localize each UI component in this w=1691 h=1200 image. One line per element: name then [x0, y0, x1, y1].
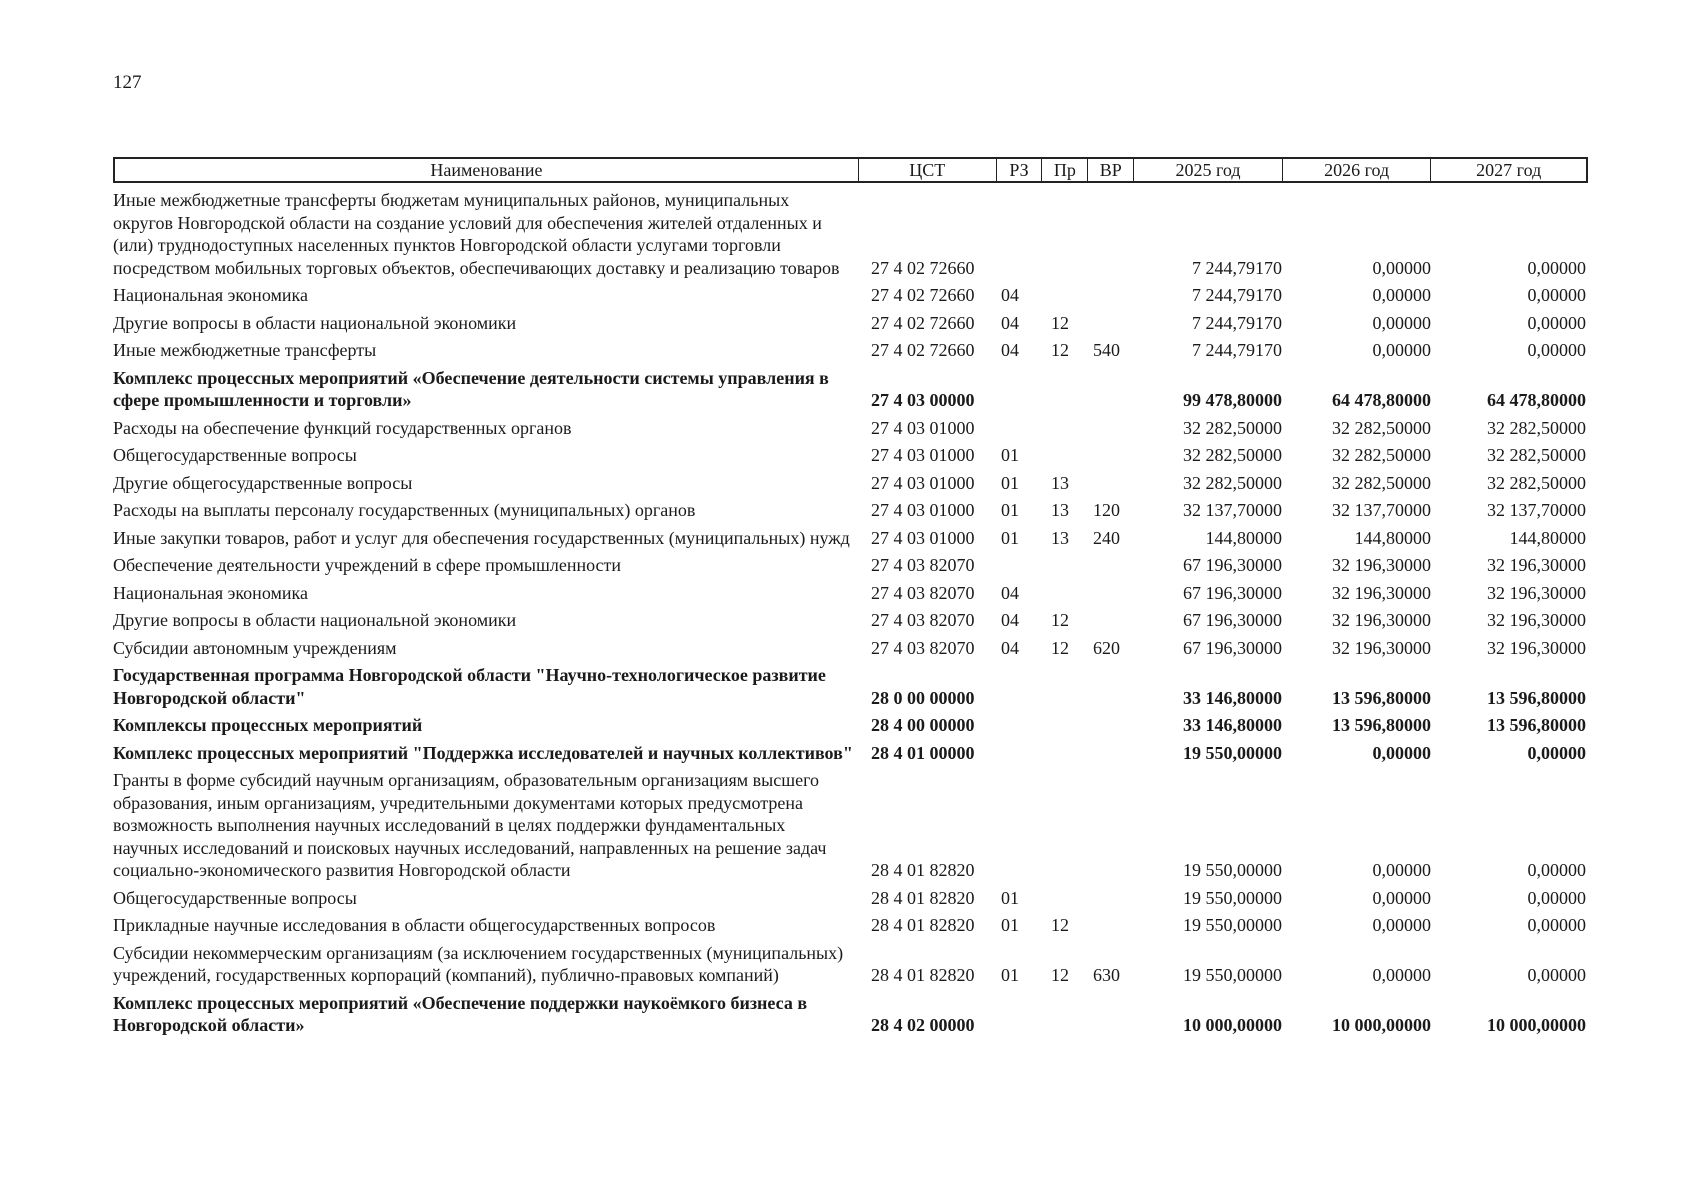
- row-name: Комплексы процессных мероприятий: [113, 715, 423, 735]
- row-2026: 0,00000: [1372, 340, 1431, 360]
- row-name: Иные межбюджетные трансферты бюджетам муниципальных районов, муниципальных округов Новгородской области на создание условий для обеспечения жителей отдаленных и (или) труднодоступных населенных пунктов Новгородской области услугами торговли посредством мобильных торговых объектов, обеспечивающих доставку и реализацию товаров: [113, 190, 840, 278]
- row-rz: 04: [1001, 582, 1019, 603]
- row-2026: 0,00000: [1372, 915, 1431, 935]
- row-name: Комплекс процессных мероприятий «Обеспечение деятельности системы управления в сфере промышленности и торговли»: [113, 367, 829, 410]
- row-rz: 04: [1001, 340, 1019, 360]
- row-rz: 01: [1001, 527, 1019, 548]
- row-cst: 27 4 03 82070: [871, 582, 975, 603]
- row-2027: 0,00000: [1527, 915, 1586, 935]
- row-2027: 13 596,80000: [1487, 687, 1586, 708]
- row-rz: 01: [1001, 887, 1019, 908]
- row-2027: 32 282,50000: [1487, 472, 1586, 493]
- table-row: [113, 499, 1588, 522]
- row-2026: 0,00000: [1372, 887, 1431, 908]
- row-cst: 28 4 01 82820: [871, 915, 975, 935]
- table-row: [113, 444, 1588, 467]
- row-2027: 32 282,50000: [1487, 445, 1586, 465]
- row-2026: 13 596,80000: [1332, 715, 1431, 735]
- row-name: Иные межбюджетные трансферты: [113, 340, 377, 360]
- row-vr: 240: [1093, 527, 1120, 548]
- row-pr: 12: [1051, 312, 1069, 333]
- row-2025: 19 550,00000: [1183, 742, 1282, 763]
- row-2026: 32 282,50000: [1332, 445, 1431, 465]
- row-2027: 0,00000: [1527, 312, 1586, 333]
- row-rz: 01: [1001, 915, 1019, 935]
- table-row: [113, 769, 1588, 882]
- row-name: Комплекс процессных мероприятий «Обеспечение поддержки наукоёмкого бизнеса в Новгородской области»: [113, 992, 808, 1035]
- row-vr: 540: [1093, 340, 1120, 360]
- row-vr: 120: [1093, 500, 1120, 520]
- table-row: [113, 942, 1588, 987]
- header-name: Наименование: [115, 159, 859, 181]
- row-pr: 12: [1051, 637, 1069, 658]
- row-2026: 0,00000: [1372, 742, 1431, 763]
- row-name: Другие вопросы в области национальной экономики: [113, 610, 517, 630]
- table-row: [113, 742, 1588, 765]
- row-2027: 13 596,80000: [1487, 715, 1586, 735]
- row-2027: 0,00000: [1527, 860, 1586, 880]
- row-cst: 27 4 03 82070: [871, 637, 975, 658]
- row-cst: 27 4 03 01000: [871, 417, 975, 438]
- row-name: Национальная экономика: [113, 285, 308, 305]
- row-cst: 27 4 03 01000: [871, 472, 975, 493]
- row-2026: 32 196,30000: [1332, 582, 1431, 603]
- row-2025: 33 146,80000: [1183, 715, 1282, 735]
- row-cst: 27 4 02 72660: [871, 340, 975, 360]
- row-2025: 32 282,50000: [1183, 472, 1282, 493]
- row-2025: 7 244,79170: [1192, 340, 1282, 360]
- row-2025: 144,80000: [1205, 527, 1282, 548]
- row-2027: 0,00000: [1527, 965, 1586, 985]
- header-2027: 2027 год: [1476, 160, 1542, 180]
- row-2025: 32 282,50000: [1183, 417, 1282, 438]
- row-cst: 28 4 02 00000: [871, 1015, 975, 1035]
- table-row: [113, 284, 1588, 307]
- page-number: 127: [113, 72, 142, 93]
- row-2025: 19 550,00000: [1183, 887, 1282, 908]
- row-2026: 0,00000: [1372, 257, 1431, 278]
- row-rz: 01: [1001, 500, 1019, 520]
- row-name: Национальная экономика: [113, 582, 308, 603]
- row-2027: 0,00000: [1527, 742, 1586, 763]
- row-name: Обеспечение деятельности учреждений в сфере промышленности: [113, 555, 622, 575]
- row-2027: 0,00000: [1527, 285, 1586, 305]
- row-2026: 32 196,30000: [1332, 637, 1431, 658]
- row-2025: 67 196,30000: [1183, 637, 1282, 658]
- row-name: Другие вопросы в области национальной экономики: [113, 312, 517, 333]
- table-body: [113, 189, 1588, 1037]
- row-cst: 28 4 01 82820: [871, 860, 975, 880]
- row-name: Расходы на выплаты персоналу государственных (муниципальных) органов: [113, 500, 696, 520]
- row-2025: 32 282,50000: [1183, 445, 1282, 465]
- row-2025: 19 550,00000: [1183, 915, 1282, 935]
- row-2027: 32 137,70000: [1487, 500, 1586, 520]
- row-2026: 0,00000: [1372, 860, 1431, 880]
- row-pr: 12: [1051, 340, 1069, 360]
- row-rz: 04: [1001, 610, 1019, 630]
- row-name: Комплекс процессных мероприятий "Поддержка исследователей и научных коллективов": [113, 742, 853, 763]
- row-cst: 28 0 00 00000: [871, 687, 975, 708]
- row-name: Общегосударственные вопросы: [113, 445, 357, 465]
- row-rz: 04: [1001, 312, 1019, 333]
- table-row: [113, 609, 1588, 632]
- row-cst: 28 4 01 82820: [871, 965, 975, 985]
- header-vr: ВР: [1088, 159, 1134, 181]
- row-2027: 0,00000: [1527, 340, 1586, 360]
- row-2025: 67 196,30000: [1183, 610, 1282, 630]
- row-cst: 27 4 03 01000: [871, 527, 975, 548]
- row-2027: 10 000,00000: [1487, 1015, 1586, 1035]
- row-2026: 0,00000: [1372, 312, 1431, 333]
- row-cst: 27 4 02 72660: [871, 312, 975, 333]
- row-pr: 13: [1051, 472, 1069, 493]
- row-vr: 630: [1093, 965, 1120, 985]
- row-pr: 13: [1051, 500, 1069, 520]
- row-2025: 19 550,00000: [1183, 965, 1282, 985]
- row-cst: 28 4 01 00000: [871, 742, 975, 763]
- row-vr: 620: [1093, 637, 1120, 658]
- row-cst: 27 4 03 82070: [871, 555, 975, 575]
- table-row: [113, 664, 1588, 709]
- row-2025: 7 244,79170: [1192, 312, 1282, 333]
- row-cst: 28 4 01 82820: [871, 887, 975, 908]
- row-2026: 0,00000: [1372, 965, 1431, 985]
- row-2026: 10 000,00000: [1332, 1015, 1431, 1035]
- row-rz: 04: [1001, 637, 1019, 658]
- table-row: [113, 714, 1588, 737]
- row-pr: 12: [1051, 610, 1069, 630]
- row-2027: 144,80000: [1509, 527, 1586, 548]
- row-2027: 32 196,30000: [1487, 610, 1586, 630]
- row-cst: 28 4 00 00000: [871, 715, 975, 735]
- row-name: Другие общегосударственные вопросы: [113, 472, 413, 493]
- row-2025: 10 000,00000: [1183, 1015, 1282, 1035]
- row-2026: 32 196,30000: [1332, 610, 1431, 630]
- row-2027: 0,00000: [1527, 887, 1586, 908]
- row-2026: 64 478,80000: [1332, 390, 1431, 410]
- row-2025: 7 244,79170: [1192, 257, 1282, 278]
- row-2027: 32 282,50000: [1487, 417, 1586, 438]
- header-rz: РЗ: [997, 159, 1043, 181]
- table-row: [113, 527, 1588, 550]
- row-2026: 32 137,70000: [1332, 500, 1431, 520]
- table-row: [113, 992, 1588, 1037]
- row-2025: 99 478,80000: [1183, 390, 1282, 410]
- row-cst: 27 4 03 01000: [871, 500, 975, 520]
- row-2025: 32 137,70000: [1183, 500, 1282, 520]
- table-row: [113, 554, 1588, 577]
- row-2027: 64 478,80000: [1487, 390, 1586, 410]
- row-name: Субсидии некоммерческим организациям (за исключением государственных (муниципальных) учреждений, государственных корпораций (компаний), публично-правовых компаний): [113, 942, 844, 985]
- row-cst: 27 4 02 72660: [871, 257, 975, 278]
- row-2026: 32 282,50000: [1332, 417, 1431, 438]
- table-row: [113, 637, 1588, 660]
- table-row: [113, 417, 1588, 440]
- row-cst: 27 4 03 01000: [871, 445, 975, 465]
- row-rz: 01: [1001, 965, 1019, 985]
- row-name: Государственная программа Новгородской области "Научно-технологическое развитие Новгородской области": [113, 665, 826, 708]
- table-row: [113, 914, 1588, 937]
- row-2026: 13 596,80000: [1332, 687, 1431, 708]
- row-name: Гранты в форме субсидий научным организациям, образовательным организациям высшего образования, иным организациям, учредительными документами которых предусмотрена возможность выполнения научных исследований в целях поддержки фундаментальных научных исследований и поисковых научных исследований, направленных на решение задач социально-экономического развития Новгородской области: [113, 770, 827, 880]
- row-2025: 19 550,00000: [1183, 860, 1282, 880]
- row-2026: 0,00000: [1372, 285, 1431, 305]
- table-header: [113, 157, 1588, 183]
- row-cst: 27 4 03 82070: [871, 610, 975, 630]
- table-row: [113, 887, 1588, 910]
- header-2025: 2025 год: [1134, 159, 1283, 181]
- table-row: [113, 312, 1588, 335]
- header-cst: ЦСТ: [859, 159, 997, 181]
- table-row: [113, 339, 1588, 362]
- row-2027: 32 196,30000: [1487, 637, 1586, 658]
- row-2027: 32 196,30000: [1487, 555, 1586, 575]
- table-row: [113, 367, 1588, 412]
- row-pr: 13: [1051, 527, 1069, 548]
- row-rz: 01: [1001, 472, 1019, 493]
- row-2025: 67 196,30000: [1183, 582, 1282, 603]
- row-name: Прикладные научные исследования в области общегосударственных вопросов: [113, 915, 716, 935]
- row-name: Расходы на обеспечение функций государственных органов: [113, 417, 572, 438]
- row-2025: 7 244,79170: [1192, 285, 1282, 305]
- row-2025: 67 196,30000: [1183, 555, 1282, 575]
- table-row: [113, 582, 1588, 605]
- row-2027: 0,00000: [1527, 257, 1586, 278]
- table-row: [113, 189, 1588, 279]
- row-name: Общегосударственные вопросы: [113, 887, 357, 908]
- row-2025: 33 146,80000: [1183, 687, 1282, 708]
- row-name: Иные закупки товаров, работ и услуг для обеспечения государственных (муниципальных) нужд: [113, 527, 850, 548]
- row-pr: 12: [1051, 965, 1069, 985]
- header-pr: Пр: [1042, 159, 1088, 181]
- row-2026: 32 196,30000: [1332, 555, 1431, 575]
- table-row: [113, 472, 1588, 495]
- row-2026: 32 282,50000: [1332, 472, 1431, 493]
- row-cst: 27 4 03 00000: [871, 390, 975, 410]
- row-rz: 01: [1001, 445, 1019, 465]
- row-2027: 32 196,30000: [1487, 582, 1586, 603]
- row-name: Субсидии автономным учреждениям: [113, 637, 397, 658]
- row-pr: 12: [1051, 915, 1069, 935]
- row-rz: 04: [1001, 285, 1019, 305]
- header-2026: 2026 год: [1283, 159, 1432, 181]
- row-cst: 27 4 02 72660: [871, 285, 975, 305]
- row-2026: 144,80000: [1354, 527, 1431, 548]
